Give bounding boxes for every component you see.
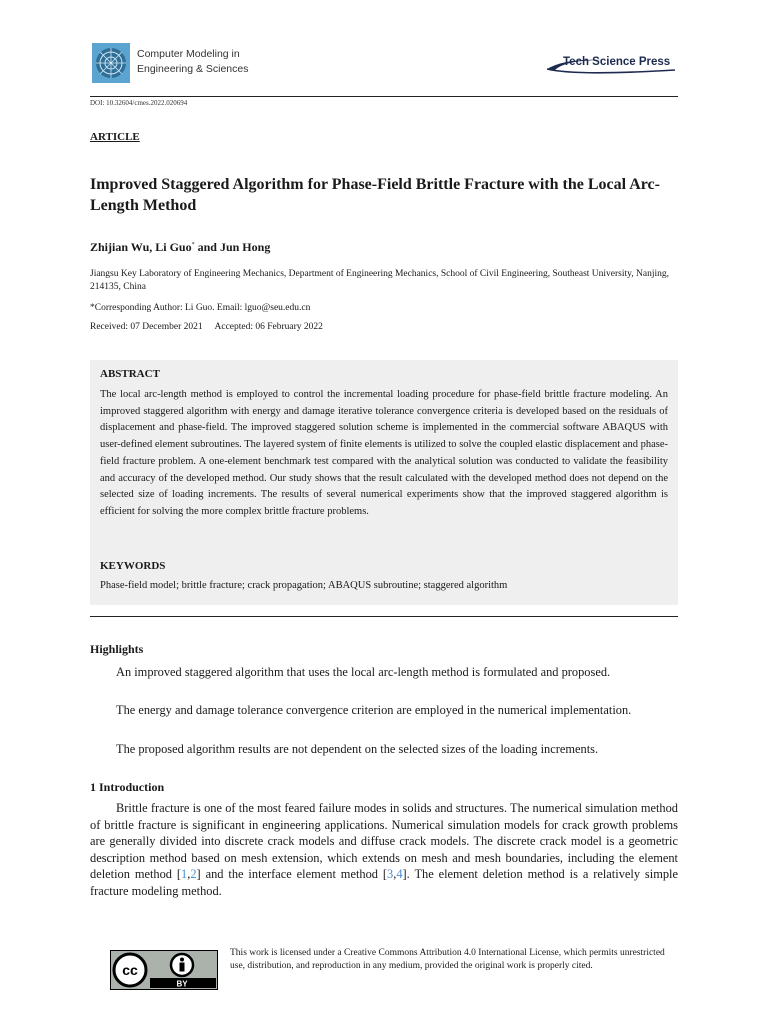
- introduction-paragraph: [90, 800, 678, 899]
- dates: [90, 321, 333, 334]
- keywords-text: Phase-field model; brittle fracture; crack propagation; ABAQUS subroutine; staggered algorithm: [100, 580, 508, 591]
- journal-logo: [92, 43, 130, 83]
- intro-text-1: Brittle fracture is one of the most feared failure modes in solids and structures. The numerical simulation method of brittle fracture is significant in engineering applications. Numerical simulation models for crack growth problems are generally divided into discrete crack models and diffuse crack models. The discrete crack model is a geometric description method based on mesh extension, which extends on mesh and mesh boundaries, including the element deletion method [: [90, 801, 678, 881]
- license-text: This work is licensed under a Creative Commons Attribution 4.0 International License, which permits unrestricted use, distribution, and reproduction in any medium, provided the original work is properly cited.: [230, 948, 665, 971]
- cc-by-license-icon[interactable]: [110, 950, 218, 990]
- paper-title: Improved Staggered Algorithm for Phase-Field Brittle Fracture with the Local Arc-Length Method: [90, 176, 660, 214]
- authors-part1: Zhijian Wu, Li Guo: [90, 240, 192, 254]
- keywords-heading: KEYWORDS: [100, 560, 166, 572]
- received-date: Received: 07 December 2021: [90, 322, 203, 332]
- highlights-heading: Highlights: [90, 642, 144, 656]
- publisher-name: Tech Science Press: [563, 56, 671, 68]
- highlight-item: The proposed algorithm results are not dependent on the selected sizes of the loading increments.: [116, 742, 599, 756]
- intro-text-2: ] and the interface element method [: [196, 867, 388, 881]
- svg-text:cc: cc: [122, 962, 138, 978]
- citation-link[interactable]: 1: [181, 867, 188, 881]
- citation-separator: ,: [187, 867, 191, 881]
- highlight-item: An improved staggered algorithm that uses the local arc-length method is formulated and proposed.: [116, 665, 611, 679]
- highlight-item: The energy and damage tolerance convergence criterion are employed in the numerical implementation.: [116, 703, 632, 717]
- citation-link[interactable]: 3: [387, 867, 394, 881]
- citation-separator: ,: [393, 867, 397, 881]
- doi: DOI: 10.32604/cmes.2022.020694: [90, 99, 188, 107]
- journal-name-line1: Computer Modeling in: [137, 48, 240, 60]
- corresponding-author: *Corresponding Author: Li Guo. Email: lguo@seu.edu.cn: [90, 303, 311, 313]
- journal-name-line2: Engineering & Sciences: [137, 63, 249, 75]
- citation-link[interactable]: 4: [396, 867, 403, 881]
- header-divider: [90, 96, 678, 97]
- introduction-heading: 1 Introduction: [90, 780, 165, 794]
- intro-text-3: ]. The element deletion method is a relatively simple fracture modeling method.: [90, 867, 678, 898]
- article-type-label: ARTICLE: [90, 131, 140, 143]
- cc-by-label: BY: [176, 979, 188, 989]
- corresponding-mark: *: [191, 242, 195, 248]
- accepted-date: Accepted: 06 February 2022: [214, 322, 323, 332]
- section-divider: [90, 616, 678, 617]
- authors-part2: and Jun Hong: [194, 240, 271, 254]
- authors: [90, 240, 270, 255]
- abstract-text: The local arc-length method is employed to control the incremental loading procedure for phase-field brittle fracture modeling. An improved staggered algorithm with energy and damage iterative tolerance convergence criteria is developed based on the residuals of displacement and phase-field. The improved staggered solution scheme is implemented in the commercial software ABAQUS with user-defined element subroutines. The layered system of finite elements is utilized to solve the coupled elastic displacement and phase-field fracture problem. A one-element benchmark test compared with the analytical solution was conducted to validate the feasibility and accuracy of the developed method. Our study shows that the result calculated with the developed method does not depend on the selected size of loading increments. The results of several numerical experiments show that the improved staggered algorithm is efficient for solving the more complex brittle fracture problems.: [100, 389, 668, 517]
- journal-name: [137, 47, 249, 77]
- publisher-logo: [545, 54, 685, 76]
- abstract-box: [90, 360, 678, 605]
- citation-link[interactable]: 2: [190, 867, 197, 881]
- affiliation: Jiangsu Key Laboratory of Engineering Mechanics, Department of Engineering Mechanics, School of Civil Engineering, Southeast University, Nanjing, 214135, China: [90, 269, 670, 292]
- abstract-heading: ABSTRACT: [100, 368, 160, 380]
